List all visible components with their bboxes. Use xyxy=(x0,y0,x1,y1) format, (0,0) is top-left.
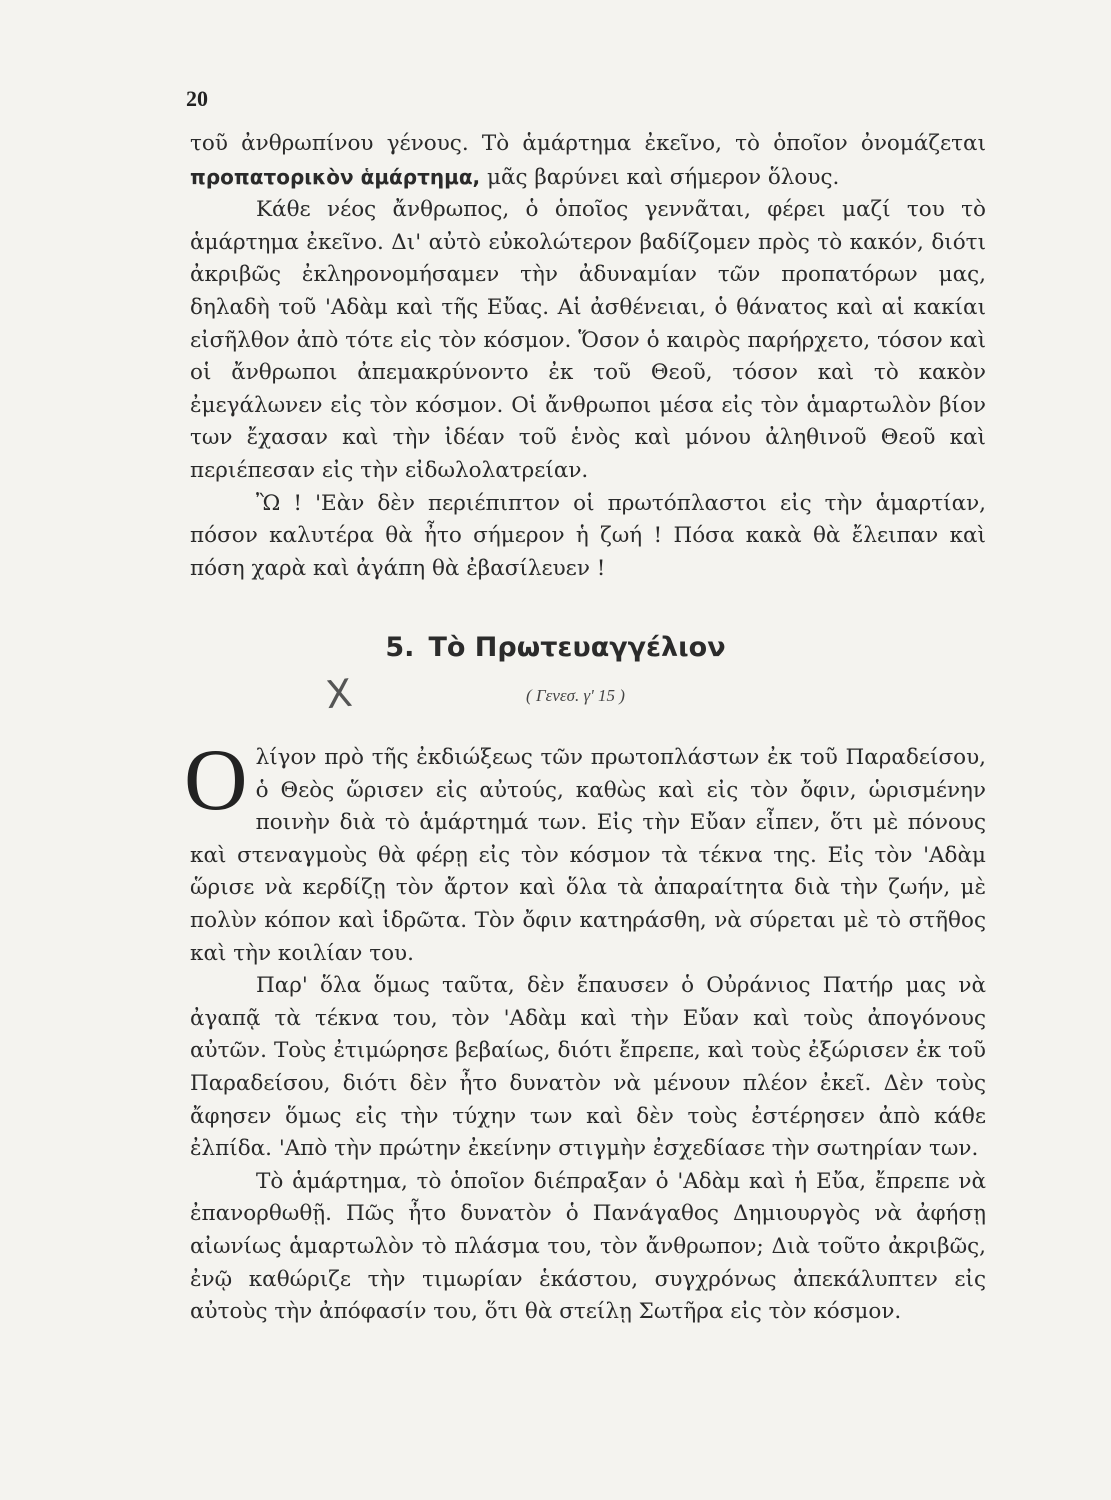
bold-term: προπατορικὸν ἁμάρτημα, xyxy=(190,164,481,189)
section-title: Τὸ Πρωτευαγγέλιον xyxy=(428,632,726,663)
paragraph-text: τοῦ ἀνθρωπίνου γένους. Τὸ ἁμάρτημα ἐκεῖνο, τὸ ὁποῖον ὀνομάζεται xyxy=(190,131,986,156)
page-number: 20 xyxy=(186,86,208,111)
section-number: 5. xyxy=(385,632,415,663)
drop-cap: Ο xyxy=(184,732,248,829)
bottom-text-block xyxy=(184,732,986,1329)
top-text-block xyxy=(190,128,986,585)
handwritten-mark: Ⅹ xyxy=(323,670,355,718)
section-heading xyxy=(0,632,1111,663)
paragraph: Κάθε νέος ἄνθρωπος, ὁ ὁποῖος γεννᾶται, φέρει μαζί του τὸ ἁμάρτημα ἐκεῖνο. Δι' αὐτὸ εὐκολώτερον βαδίζομεν πρὸς τὸ κακόν, διότι ἀκριβῶς ἐκληρονομήσαμεν τὴν ἀδυναμίαν τῶν προπατόρων μας, δηλαδὴ τοῦ 'Αδὰμ καὶ τῆς Εὔας. Αἱ ἀσθένειαι, ὁ θάνατος καὶ αἱ κακίαι εἰσῆλθον ἀπὸ τότε εἰς τὸν κόσμον. Ὅσον ὁ καιρὸς παρήρχετο, τόσον καὶ οἱ ἄνθρωποι ἀπεμακρύνοντο ἐκ τοῦ Θεοῦ, τόσον καὶ τὸ κακὸν ἐμεγάλωνεν εἰς τὸν κόσμον. Οἱ ἄνθρωποι μέσα εἰς τὸν ἁμαρτωλὸν βίον των ἔχασαν καὶ τὴν ἰδέαν τοῦ ἑνὸς καὶ μόνου ἀληθινοῦ Θεοῦ καὶ περιέπεσαν εἰς τὴν εἰδωλολατρείαν. xyxy=(190,197,986,483)
paragraph xyxy=(184,732,986,970)
paragraph: Τὸ ἁμάρτημα, τὸ ὁποῖον διέπραξαν ὁ 'Αδὰμ καὶ ἡ Εὔα, ἔπρεπε νὰ ἐπανορθωθῇ. Πῶς ἦτο δυνατὸν ὁ Πανάγαθος Δημιουργὸς νὰ ἀφήσῃ αἰωνίως ἁμαρτωλὸν τὸ πλάσμα του, τὸν ἄνθρωπον; Διὰ τοῦτο ἀκριβῶς, ἐνῷ καθώριζε τὴν τιμωρίαν ἑκάστου, συγχρόνως ἀπεκάλυπτεν εἰς αὐτοὺς τὴν ἀπόφασίν του, ὅτι θὰ στείλῃ Σωτῆρα εἰς τὸν κόσμον. xyxy=(190,1168,986,1325)
paragraph: Παρ' ὅλα ὅμως ταῦτα, δὲν ἔπαυσεν ὁ Οὐράνιος Πατήρ μας νὰ ἀγαπᾷ τὰ τέκνα του, τὸν 'Αδὰμ καὶ τὴν Εὔαν καὶ τοὺς ἀπογόνους αὐτῶν. Τοὺς ἐτιμώρησε βεβαίως, διότι ἔπρεπε, καὶ τοὺς ἐξώρισεν ἐκ τοῦ Παραδείσου, διότι δὲν ἦτο δυνατὸν νὰ μένουν πλέον ἐκεῖ. Δὲν τοὺς ἄφησεν ὅμως εἰς τὴν τύχην των καὶ δὲν τοὺς ἐστέρησεν ἀπὸ κάθε ἐλπίδα. 'Απὸ τὴν πρώτην ἐκείνην στιγμὴν ἐσχεδίασε τὴν σωτηρίαν των. xyxy=(190,973,986,1162)
paragraph-text: λίγον πρὸ τῆς ἐκδιώξεως τῶν πρωτοπλάστων ἐκ τοῦ Παραδείσου, ὁ Θεὸς ὥρισεν εἰς αὐτούς, καθὼς καὶ εἰς τὸν ὄφιν, ὡρισμένην ποινὴν διὰ τὸ ἁμάρτημά των. Εἰς τὴν Εὔαν εἶπεν, ὅτι μὲ πόνους καὶ στεναγμοὺς θὰ φέρῃ εἰς τὸν κόσμον τὰ τέκνα της. Εἰς τὸν 'Αδὰμ ὥρισε νὰ κερδίζῃ τὸν ἄρτον καὶ ὅλα τὰ ἀπαραίτητα διὰ τὴν ζωήν, μὲ πολὺν κόπον καὶ ἱδρῶτα. Τὸν ὄφιν κατηράσθη, νὰ σύρεται μὲ τὸ στῆθος καὶ τὴν κοιλίαν του. xyxy=(190,745,986,966)
paragraph-text: μᾶς βαρύνει καὶ σήμερον ὅλους. xyxy=(480,164,840,190)
paragraph: Ὢ ! 'Εὰν δὲν περιέπιπτον οἱ πρωτόπλαστοι εἰς τὴν ἁμαρτίαν, πόσον καλυτέρα θὰ ἦτο σήμερον ἡ ζωή ! Πόσα κακὰ θὰ ἔλειπαν καὶ πόση χαρὰ καὶ ἀγάπη θὰ ἐβασίλευεν ! xyxy=(190,490,986,581)
paragraph xyxy=(190,128,986,194)
section-reference: ( Γενεσ. γ' 15 ) xyxy=(526,686,625,705)
